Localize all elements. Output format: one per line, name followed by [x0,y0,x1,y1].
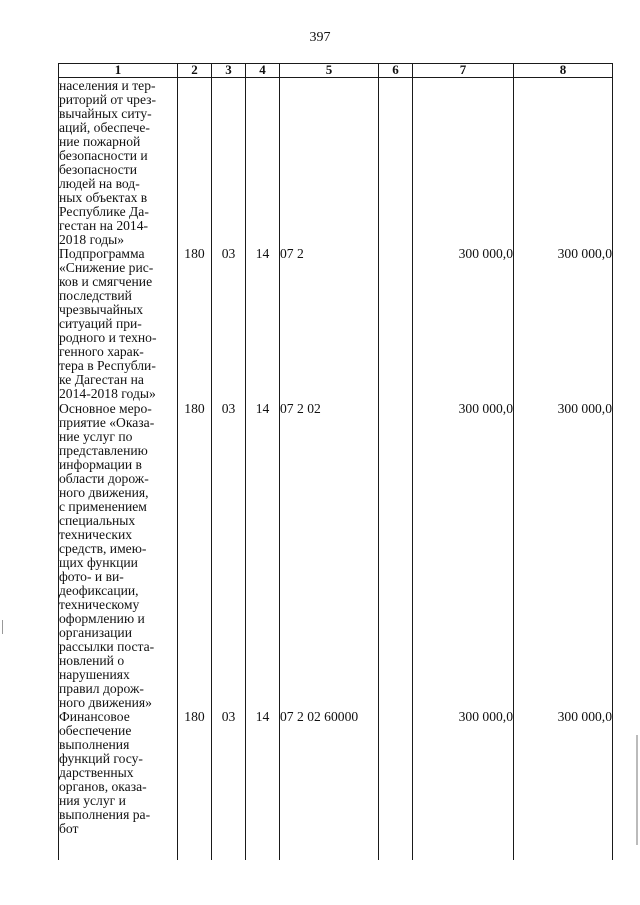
row-name: населения и тер- риторий от чрез- вычайных ситу- аций, обеспече- ние пожарной безопасности и безопасности людей на вод- ных объектах в Республике Да- гестан на 2014- 2018 годы» [59,78,178,248]
cell-target-article: 07 2 02 60000 [280,710,379,860]
cell-section: 03 [212,710,246,860]
table-row [59,247,613,402]
header-row [59,64,613,78]
cell-expense-type [379,402,413,710]
column-header-8: 8 [514,64,613,78]
cell-amount-7 [413,78,514,248]
cell-section: 03 [212,402,246,710]
cell-subsection [246,78,280,248]
cell-ministry: 180 [178,710,212,860]
cell-subsection: 14 [246,247,280,402]
cell-section [212,78,246,248]
table-row [59,710,613,860]
column-header-6: 6 [379,64,413,78]
cell-target-article [280,78,379,248]
cell-expense-type [379,247,413,402]
column-header-2: 2 [178,64,212,78]
cell-ministry: 180 [178,247,212,402]
cell-ministry [178,78,212,248]
column-header-5: 5 [280,64,379,78]
column-header-7: 7 [413,64,514,78]
cell-expense-type [379,78,413,248]
cell-amount-7: 300 000,0 [413,402,514,710]
cell-subsection: 14 [246,710,280,860]
cell-amount-7: 300 000,0 [413,247,514,402]
table-row [59,78,613,248]
scan-edge-mark [636,735,638,845]
cell-ministry: 180 [178,402,212,710]
cell-amount-8: 300 000,0 [514,710,613,860]
cell-amount-8 [514,78,613,248]
scan-margin-mark [2,620,3,634]
cell-target-article: 07 2 [280,247,379,402]
cell-target-article: 07 2 02 [280,402,379,710]
cell-amount-8: 300 000,0 [514,402,613,710]
cell-amount-8: 300 000,0 [514,247,613,402]
cell-amount-7: 300 000,0 [413,710,514,860]
row-name: Финансовое обеспечение выполнения функций госу- дарственных органов, оказа- ния услуг и выполнения ра- бот [59,710,178,860]
table-row [59,402,613,710]
column-header-1: 1 [59,64,178,78]
cell-expense-type [379,710,413,860]
row-name: Подпрограмма «Снижение рис- ков и смягчение последствий чрезвычайных ситуаций при- родного и техно- генного харак- тера в Республи- ке Дагестан на 2014-2018 годы» [59,247,178,402]
cell-subsection: 14 [246,402,280,710]
page-number: 397 [309,30,331,45]
column-header-4: 4 [246,64,280,78]
column-header-3: 3 [212,64,246,78]
budget-table [58,63,613,860]
row-name: Основное меро- приятие «Оказа- ние услуг по представлению информации в области дорож- ного движения, с применением специальных технических средств, имею- щих функции фото- и ви- деофиксации, техническому оформлению и организации рассылки поста- новлений о нарушениях правил дорож- ного движения» [59,402,178,710]
cell-section: 03 [212,247,246,402]
